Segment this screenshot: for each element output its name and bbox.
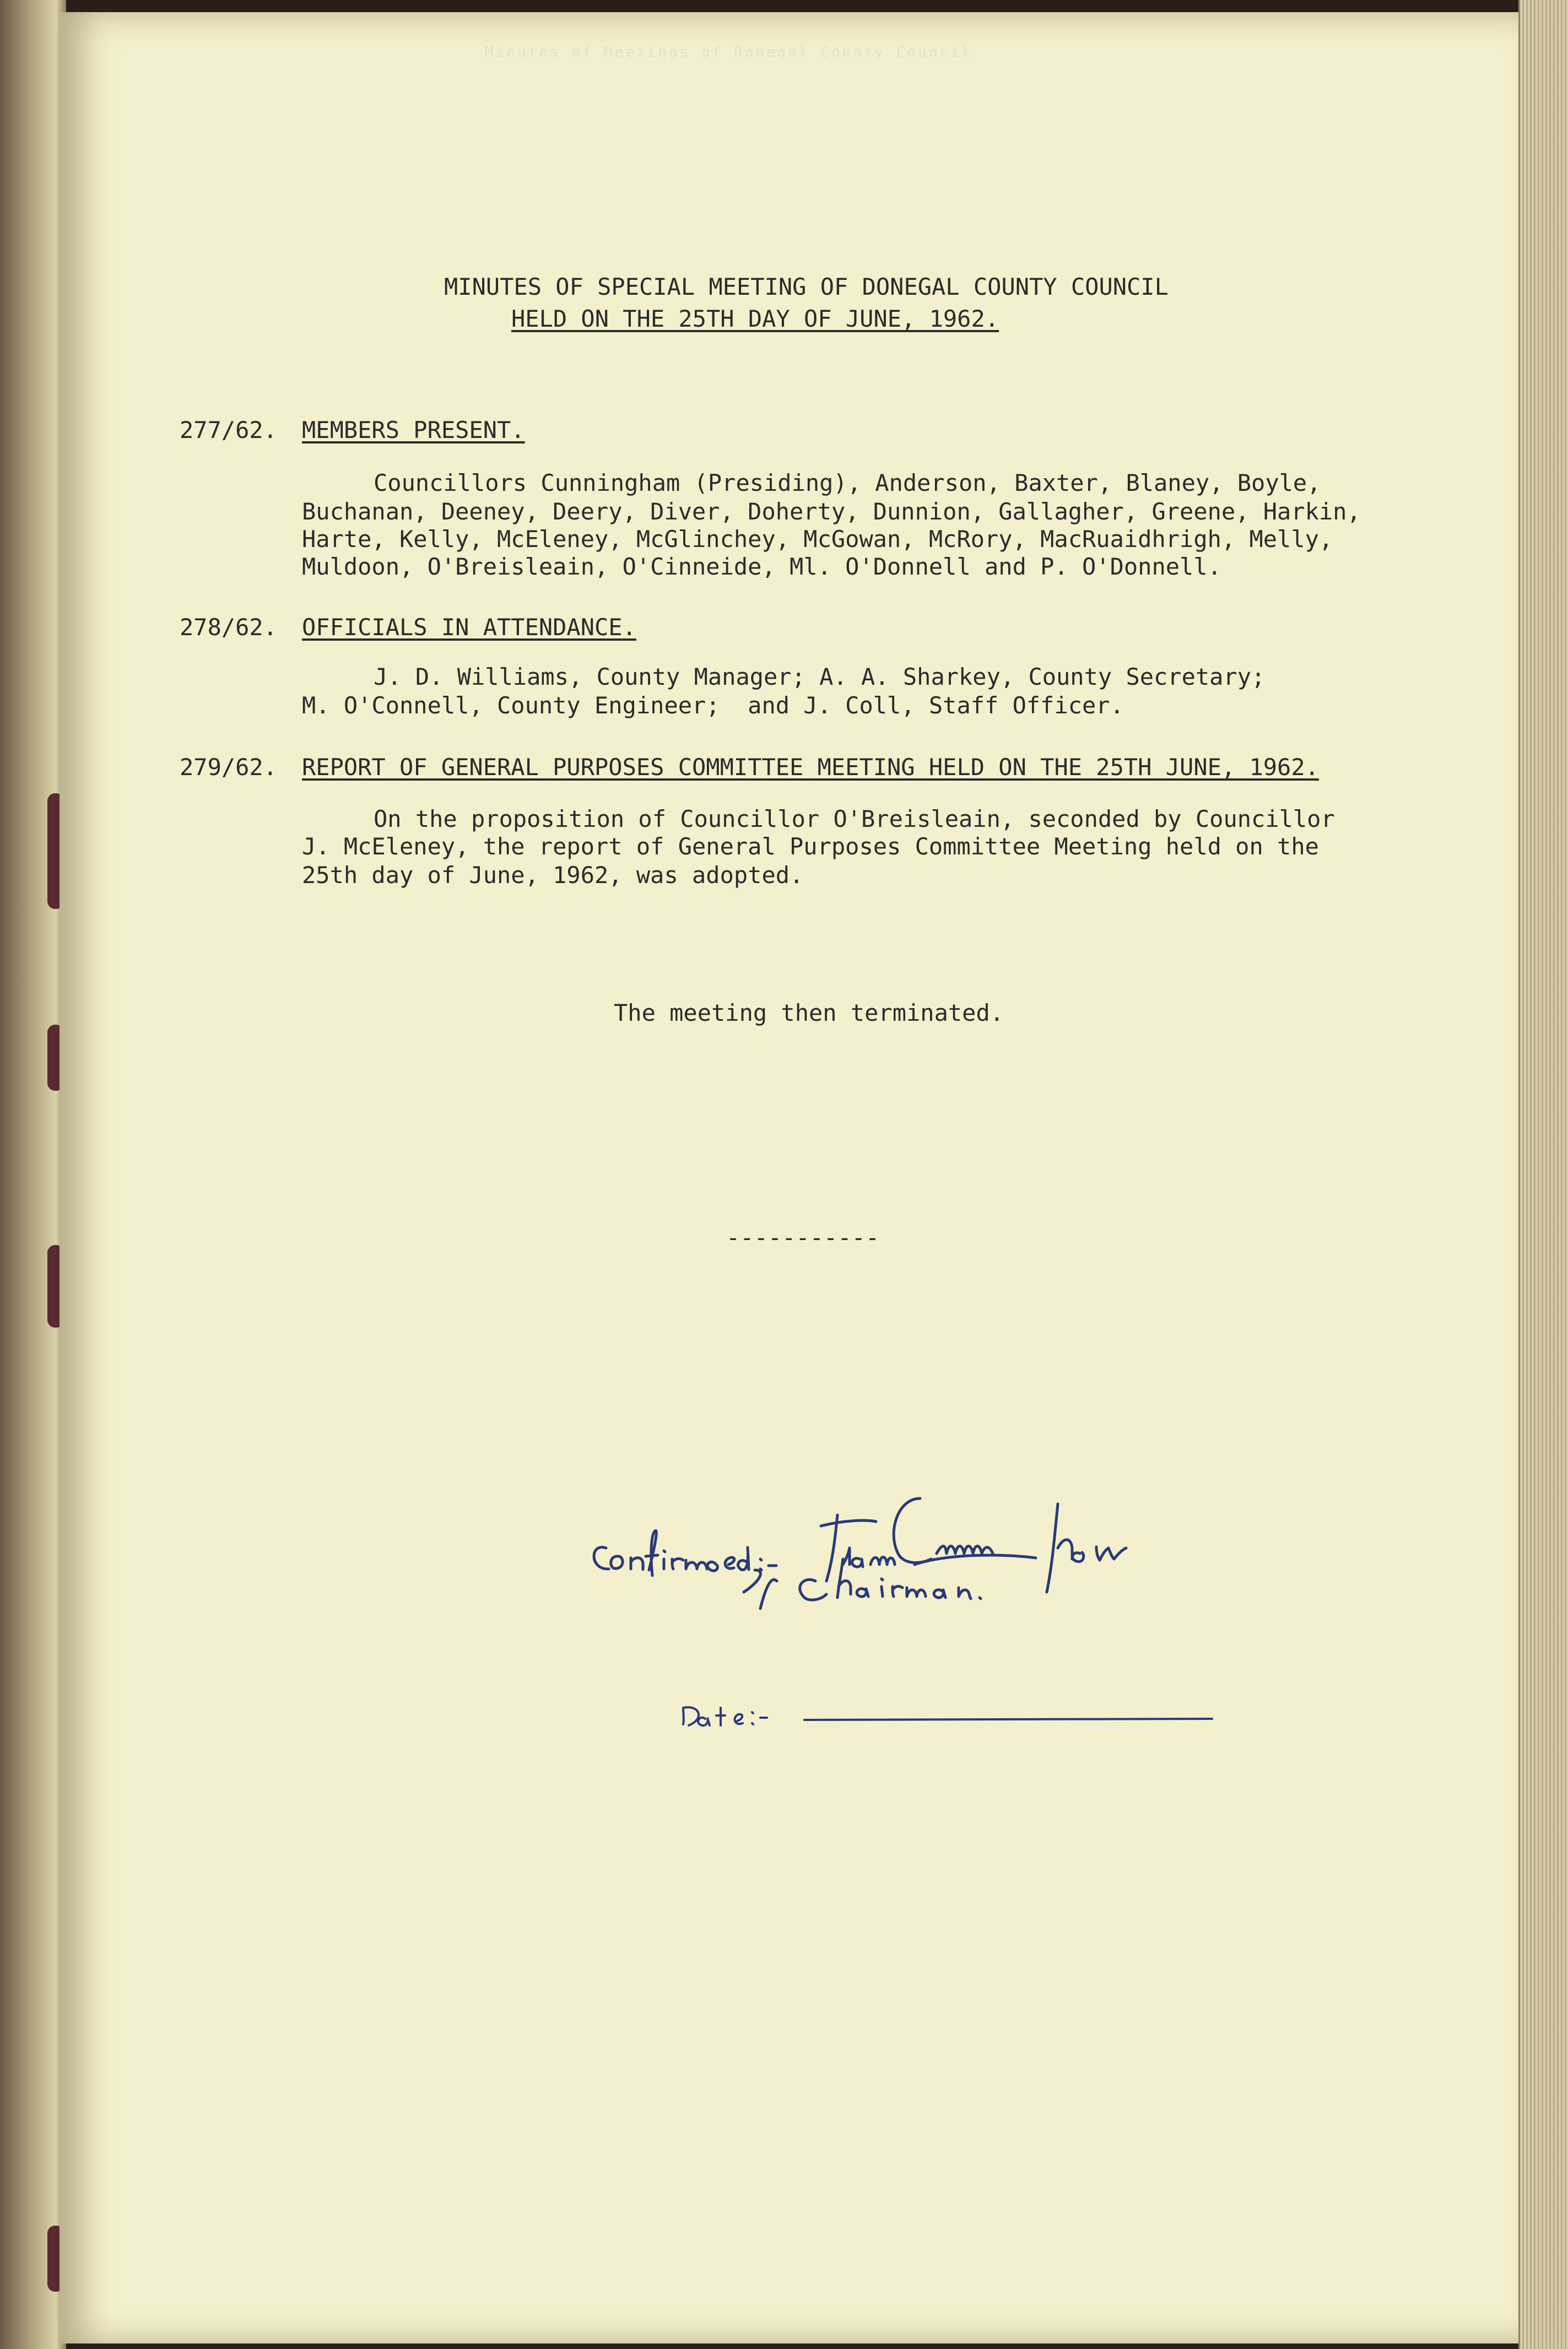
date-line — [672, 1686, 1223, 1735]
item-heading: OFFICIALS IN ATTENDANCE. — [302, 614, 636, 641]
item-number: 277/62. — [180, 416, 278, 443]
handwritten-signature — [584, 1482, 1366, 1625]
document-page — [60, 12, 1518, 2343]
title-line-2: HELD ON THE 25TH DAY OF JUNE, 1962. — [511, 305, 999, 332]
item-text-line: 25th day of June, 1962, was adopted. — [302, 862, 804, 889]
item-text-line: J. D. Williams, County Manager; A. A. Sharkey, County Secretary; — [374, 663, 1266, 690]
item-text-line: Harte, Kelly, McEleney, McGlinchey, McGowan, McRory, MacRuaidhrigh, Melly, — [302, 526, 1333, 553]
item-text-line: J. McEleney, the report of General Purposes Committee Meeting held on the — [302, 833, 1319, 860]
item-number: 278/62. — [180, 614, 278, 641]
title-line-1: MINUTES OF SPECIAL MEETING OF DONEGAL COUNTY COUNCIL — [444, 273, 1169, 300]
item-heading: REPORT OF GENERAL PURPOSES COMMITTEE MEETING HELD ON THE 25TH JUNE, 1962. — [302, 754, 1319, 781]
closing-statement: The meeting then terminated. — [614, 999, 1004, 1026]
item-text-line: Muldoon, O'Breisleain, O'Cinneide, Ml. O'Donnell and P. O'Donnell. — [302, 553, 1221, 580]
item-number: 279/62. — [180, 754, 278, 781]
item-text-line: M. O'Connell, County Engineer; and J. Coll, Staff Officer. — [302, 692, 1124, 719]
page-stack-edge — [1518, 0, 1568, 2349]
faint-running-header: Minutes of Meetings of Donegal County Council — [485, 44, 972, 61]
item-text-line: On the proposition of Councillor O'Breisleain, seconded by Councillor — [374, 805, 1335, 832]
item-heading: MEMBERS PRESENT. — [302, 416, 525, 443]
item-text-line: Buchanan, Deeney, Deery, Diver, Doherty, Dunnion, Gallagher, Greene, Harkin, — [302, 498, 1361, 525]
item-text-line: Councillors Cunningham (Presiding), Anderson, Baxter, Blaney, Boyle, — [374, 469, 1321, 496]
left-page-edge — [0, 0, 66, 2349]
separator-dashes: ----------- — [726, 1224, 880, 1251]
